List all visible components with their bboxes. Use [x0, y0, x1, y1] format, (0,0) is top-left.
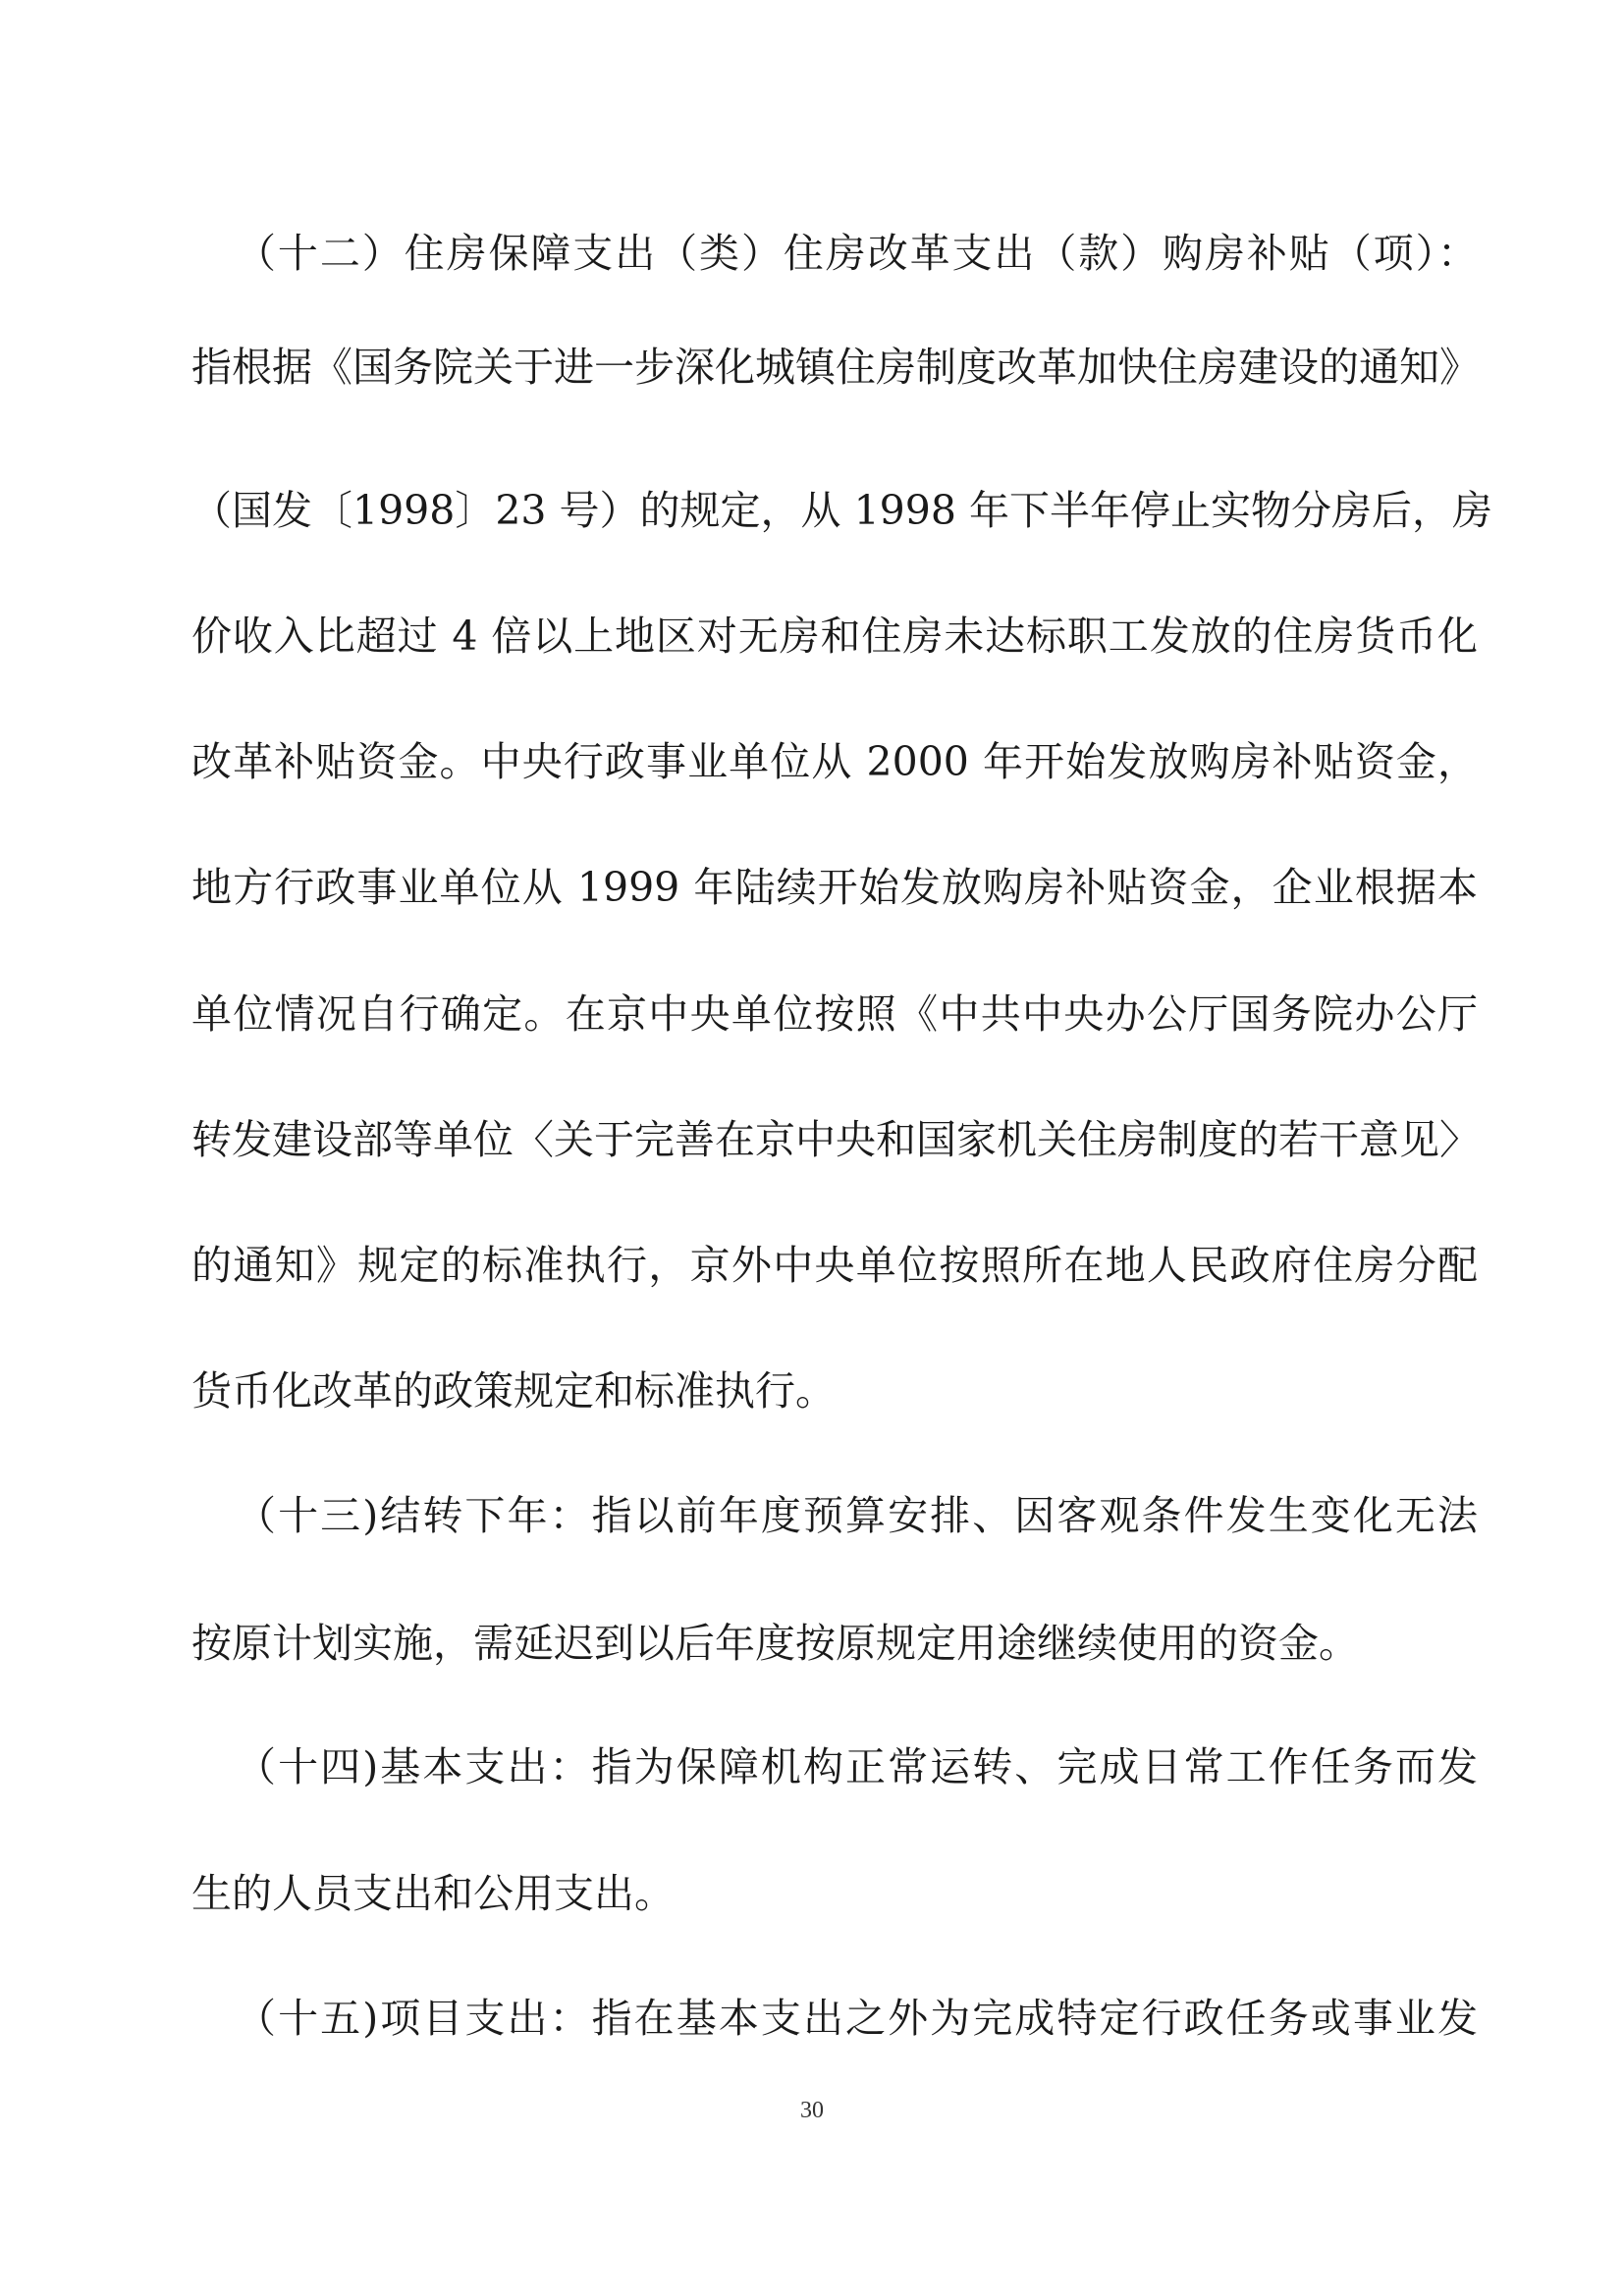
paragraph-12-line-5: 改革补贴资金。中央行政事业单位从 2000 年开始发放购房补贴资金，	[191, 738, 1478, 785]
paragraph-14-line-2: 生的人员支出和公用支出。	[191, 1870, 675, 1917]
paragraph-12-line-9: 的通知》规定的标准执行，京外中央单位按照所在地人民政府住房分配	[191, 1242, 1478, 1289]
paragraph-13-line-1: （十三)结转下年：指以前年度预算安排、因客观条件发生变化无法	[236, 1492, 1478, 1539]
paragraph-12-line-10: 货币化改革的政策规定和标准执行。	[191, 1367, 836, 1415]
paragraph-12-line-3: （国发〔1998〕23 号）的规定，从 1998 年下半年停止实物分房后，房	[191, 487, 1492, 534]
paragraph-12-line-6: 地方行政事业单位从 1999 年陆续开始发放购房补贴资金，企业根据本	[191, 864, 1478, 911]
paragraph-12-line-8: 转发建设部等单位〈关于完善在京中央和国家机关住房制度的若干意见〉	[191, 1116, 1480, 1163]
paragraph-12-line-1: （十二）住房保障支出（类）住房改革支出（款）购房补贴（项）：	[236, 230, 1478, 277]
paragraph-13-line-2: 按原计划实施，需延迟到以后年度按原规定用途继续使用的资金。	[191, 1620, 1359, 1667]
paragraph-15-line-1: （十五)项目支出：指在基本支出之外为完成特定行政任务或事业发	[236, 1995, 1478, 2042]
paragraph-12-line-4: 价收入比超过 4 倍以上地区对无房和住房未达标职工发放的住房货币化	[191, 613, 1478, 660]
paragraph-14-line-1: （十四)基本支出：指为保障机构正常运转、完成日常工作任务而发	[236, 1743, 1478, 1790]
page-number: 30	[800, 2098, 824, 2123]
paragraph-12-line-7: 单位情况自行确定。在京中央单位按照《中共中央办公厅国务院办公厅	[191, 990, 1478, 1038]
paragraph-12-line-2: 指根据《国务院关于进一步深化城镇住房制度改革加快住房建设的通知》	[191, 344, 1480, 391]
